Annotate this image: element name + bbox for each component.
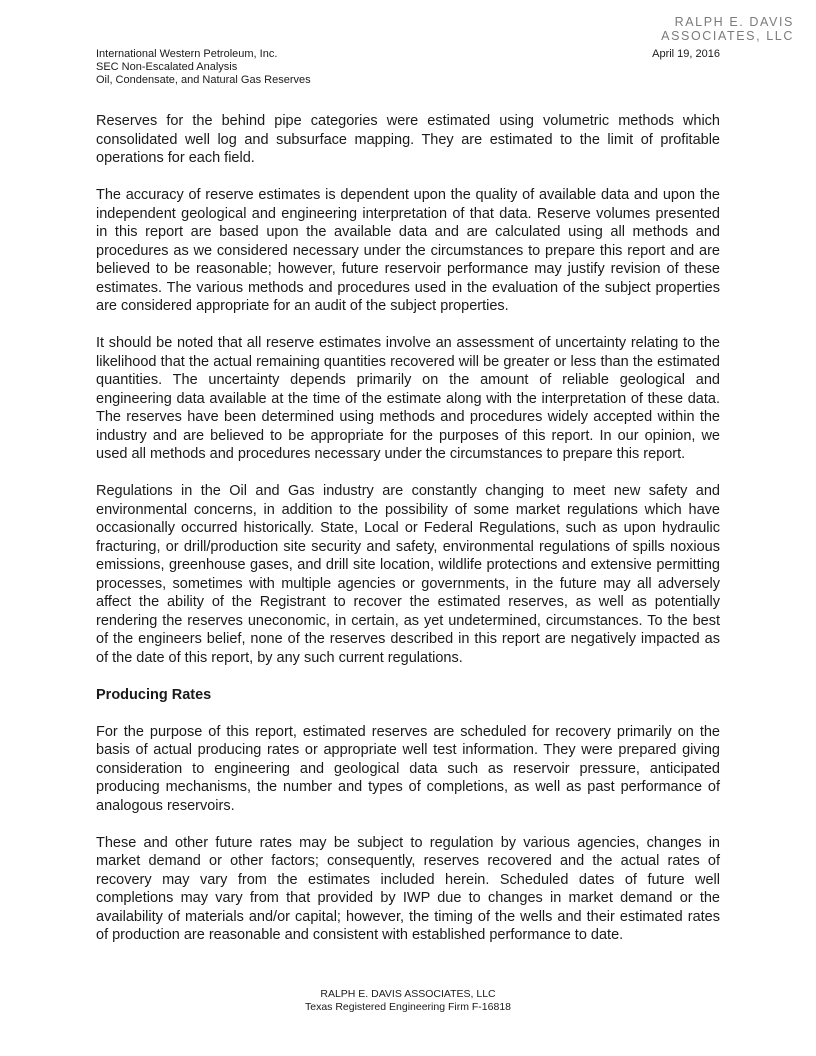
document-header	[96, 48, 720, 87]
company-logo	[661, 16, 794, 43]
paragraph-reserves-behind-pipe: Reserves for the behind pipe categories were estimated using volumetric methods which consolidated well log and subsurface mapping. They are estimated to the limit of profitable operations for each field.	[96, 113, 720, 166]
footer-firm-registration: Texas Registered Engineering Firm F-16818	[304, 1001, 512, 1013]
logo-line-1: RALPH E. DAVIS	[674, 15, 794, 29]
footer-firm-name: RALPH E. DAVIS ASSOCIATES, LLC	[320, 988, 496, 1000]
paragraph-future-rates: These and other future rates may be subject to regulation by various agencies, changes in market demand or other factors; consequently, reserves recovered and the actual rates of recovery may vary from the estimates included herein. Scheduled dates of future well completions may vary from that provided by IWP due to changes in market demand or the availability of materials and/or capital; however, the timing of the wells and their estimated rates of production are reasonable and consistent with established performance to date.	[96, 834, 720, 943]
header-company-name: International Western Petroleum, Inc.	[96, 48, 278, 60]
paragraph-regulations: Regulations in the Oil and Gas industry are constantly changing to meet new safety and environmental concerns, in addition to the possibility of some market regulations which have occasionally occurred historically. State, Local or Federal Regulations, such as upon hydraulic fracturing, or drill/production site security and safety, environmental regulations of spills noxious emissions, greenhouse gases, and drill site location, wildlife protections and extensive permitting processes, sometimes with multiple agencies or governments, in the future may all adversely affect the ability of the Registrant to recover the estimated reserves, as well as potentially rendering the reserves uneconomic, in certain, as yet undetermined, circumstances. To the best of the engineers belief, none of the reserves described in this report are negatively impacted as of the date of this report, by any such current regulations.	[96, 483, 720, 666]
logo-line-2: ASSOCIATES, LLC	[661, 28, 794, 43]
section-heading-producing-rates: Producing Rates	[96, 686, 212, 703]
paragraph-accuracy-of-estimates: The accuracy of reserve estimates is dependent upon the quality of available data and upon the independent geological and engineering interpretation of that data. Reserve volumes presented in this report are based upon the available data and are calculated using all methods and procedures as we considered necessary under the circumstances to prepare this report and are believed to be reasonable; however, future reservoir performance may justify revision of these estimates. The various methods and procedures used in the evaluation of the subject properties are considered appropriate for an audit of the subject properties.	[96, 187, 720, 314]
header-date: April 19, 2016	[652, 48, 720, 60]
header-analysis-type: SEC Non-Escalated Analysis	[96, 61, 238, 73]
paragraph-recovery-basis: For the purpose of this report, estimated reserves are scheduled for recovery primarily on the basis of actual producing rates or appropriate well test information. They were prepared giving consideration to engineering and geological data such as reservoir pressure, anticipated producing mechanisms, the number and types of completions, as well as past performance of analogous reservoirs.	[96, 723, 720, 814]
header-report-subject: Oil, Condensate, and Natural Gas Reserves	[96, 74, 311, 86]
paragraph-uncertainty-assessment: It should be noted that all reserve estimates involve an assessment of uncertainty relating to the likelihood that the actual remaining quantities recovered will be greater or less than the estimated quantities. The uncertainty depends primarily on the amount of reliable geological and engineering data available at the time of the estimate along with the interpretation of these data. The reserves have been determined using methods and procedures widely accepted within the industry and are believed to be appropriate for the purposes of this report. In our opinion, we used all methods and procedures necessary under the circumstances to prepare this report.	[96, 335, 720, 462]
document-body	[96, 112, 720, 963]
header-meta-block	[96, 48, 311, 87]
document-footer	[0, 988, 816, 1014]
